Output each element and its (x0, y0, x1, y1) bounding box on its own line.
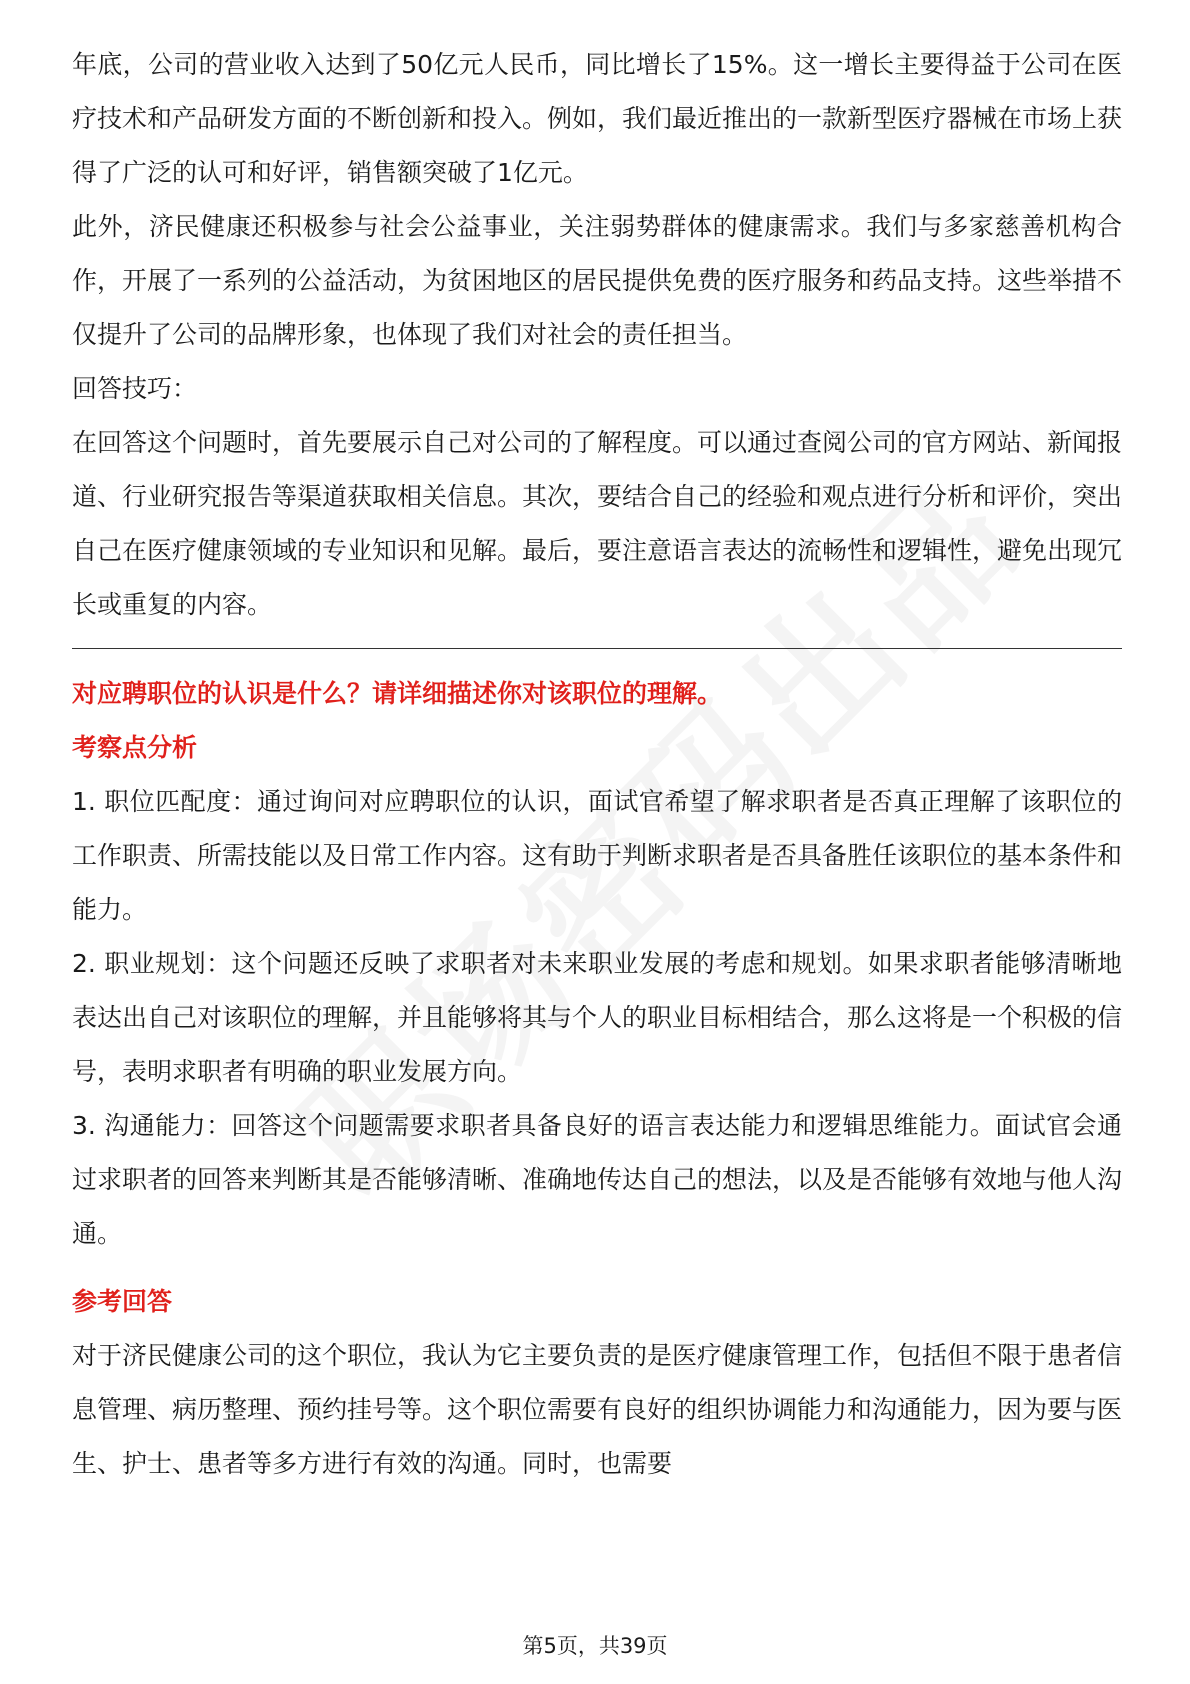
answer-tips-label: 回答技巧： (72, 374, 198, 403)
section-divider (72, 648, 1122, 649)
analysis-heading: 考察点分析 (72, 733, 198, 762)
answer-tips-paragraph: 在回答这个问题时，首先要展示自己对公司的了解程度。可以通过查阅公司的官方网站、新闻报道、行业研究报告等渠道获取相关信息。其次，要结合自己的经验和观点进行分析和评价，突出自己在医疗健康领域的专业知识和见解。最后，要注意语言表达的流畅性和逻辑性，避免出现冗长或重复的内容。 (72, 428, 1123, 619)
document-page (72, 38, 1122, 1491)
intro-paragraph-2: 此外，济民健康还积极参与社会公益事业，关注弱势群体的健康需求。我们与多家慈善机构合作，开展了一系列的公益活动，为贫困地区的居民提供免费的医疗服务和药品支持。这些举措不仅提升了公司的品牌形象，也体现了我们对社会的责任担当。 (72, 212, 1123, 349)
reference-heading: 参考回答 (72, 1287, 173, 1316)
analysis-item-2: 2. 职业规划：这个问题还反映了求职者对未来职业发展的考虑和规划。如果求职者能够清晰地表达出自己对该职位的理解，并且能够将其与个人的职业目标相结合，那么这将是一个积极的信号，表明求职者有明确的职业发展方向。 (72, 949, 1123, 1086)
page-number: 第5页，共39页 (522, 1634, 668, 1658)
analysis-item-1: 1. 职位匹配度：通过询问对应聘职位的认识，面试官希望了解求职者是否真正理解了该职位的工作职责、所需技能以及日常工作内容。这有助于判断求职者是否具备胜任该职位的基本条件和能力。 (72, 787, 1123, 924)
reference-paragraph: 对于济民健康公司的这个职位，我认为它主要负责的是医疗健康管理工作，包括但不限于患者信息管理、病历整理、预约挂号等。这个职位需要有良好的组织协调能力和沟通能力，因为要与医生、护士、患者等多方进行有效的沟通。同时，也需要 (72, 1341, 1123, 1478)
intro-paragraph-1: 年底，公司的营业收入达到了50亿元人民币，同比增长了15%。这一增长主要得益于公司在医疗技术和产品研发方面的不断创新和投入。例如，我们最近推出的一款新型医疗器械在市场上获得了广泛的认可和好评，销售额突破了1亿元。 (72, 50, 1123, 187)
question-title: 对应聘职位的认识是什么？请详细描述你对该职位的理解。 (72, 679, 723, 708)
analysis-item-3: 3. 沟通能力：回答这个问题需要求职者具备良好的语言表达能力和逻辑思维能力。面试官会通过求职者的回答来判断其是否能够清晰、准确地传达自己的想法，以及是否能够有效地与他人沟通。 (72, 1111, 1123, 1248)
